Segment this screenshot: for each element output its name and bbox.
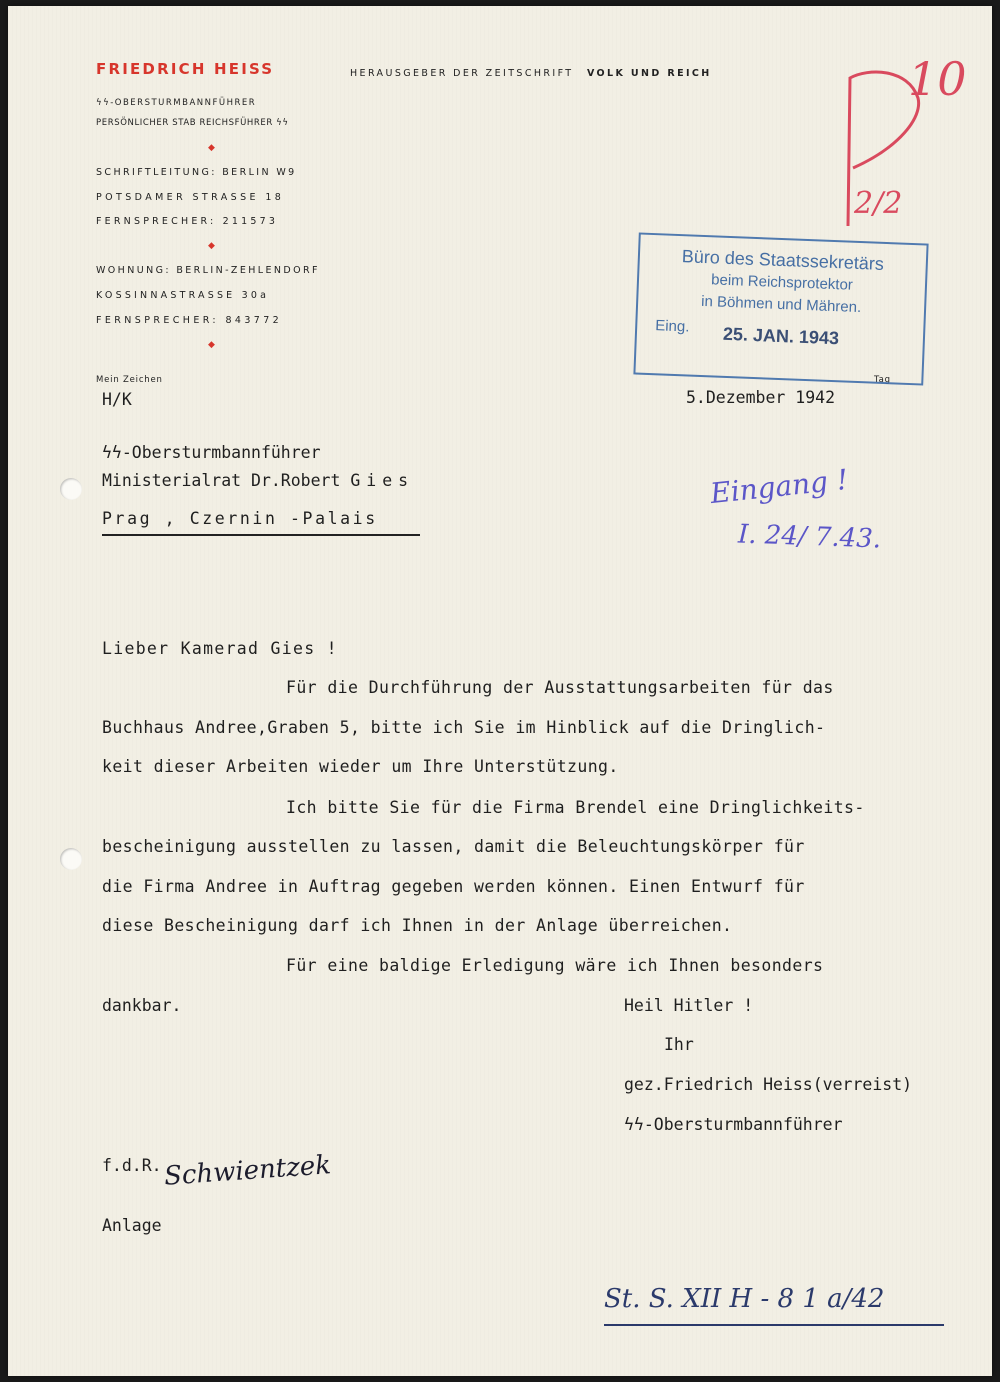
reference-label: Mein Zeichen (96, 375, 163, 385)
stamp-line-2: beim Reichsprotektor (710, 271, 854, 294)
file-reference-underline (604, 1324, 944, 1326)
closing-greeting: Heil Hitler ! (624, 996, 754, 1015)
stamp-date: 25. JAN. 1943 (722, 323, 840, 349)
paragraph-2-line-4: diese Bescheinigung darf ich Ihnen in der Anlage überreichen. (102, 916, 733, 935)
home-phone: FERNSPRECHER: 843772 (96, 315, 283, 326)
letterhead-publisher (350, 68, 712, 79)
publisher-prefix: HERAUSGEBER DER ZEITSCHRIFT (350, 68, 574, 79)
blue-entry-number: I. 24/ 7.43. (737, 519, 882, 555)
separator-dot-2: ◆ (208, 240, 215, 250)
recipient-city: Prag , Czernin -Palais (102, 509, 378, 528)
home-address-2: KOSSINNASTRASSE 30a (96, 290, 270, 301)
red-page-number: 10 (908, 52, 967, 106)
recipient-name (102, 471, 414, 490)
office-phone: FERNSPRECHER: 211573 (96, 216, 279, 227)
red-fraction: 2/2 (854, 186, 903, 221)
reference-value: H/K (102, 390, 132, 409)
closing-yours: Ihr (664, 1035, 694, 1054)
fdr-note: f.d.R. (102, 1156, 162, 1175)
paragraph-1-line-1: Für die Durchführung der Ausstattungsarbeiten für das (286, 678, 834, 697)
file-reference: St. S. XII H - 8 1 a/42 (604, 1284, 885, 1314)
letter-sheet (8, 6, 992, 1376)
paragraph-2-line-2: bescheinigung ausstellen zu lassen, damit die Beleuchtungskörper für (102, 837, 805, 856)
closing-signed: gez.Friedrich Heiss(verreist) (624, 1075, 913, 1094)
stamp-line-3: in Böhmen und Mähren. (700, 292, 862, 317)
received-stamp (633, 232, 928, 385)
punch-hole-top (60, 478, 82, 500)
handwritten-signature: Schwientzek (163, 1150, 332, 1192)
recipient-address (102, 509, 420, 536)
office-address-1: SCHRIFTLEITUNG: BERLIN W9 (96, 167, 297, 178)
closing-rank: ϟϟ-Obersturmbannführer (624, 1115, 843, 1134)
punch-hole-bottom (60, 848, 82, 870)
salutation-text: Lieber Kamerad Gies ! (102, 639, 338, 658)
date-label: Tag (874, 375, 891, 385)
recipient-surname: Gies (350, 471, 415, 490)
paragraph-1-line-3: keit dieser Arbeiten wieder um Ihre Unterstützung. (102, 757, 619, 776)
separator-dot-1: ◆ (208, 142, 215, 152)
salutation (102, 639, 338, 658)
paragraph-2-line-3: die Firma Andree in Auftrag gegeben werden können. Einen Entwurf für (102, 877, 805, 896)
letter-date: 5.Dezember 1942 (686, 388, 836, 407)
separator-dot-3: ◆ (208, 339, 215, 349)
home-address-1: WOHNUNG: BERLIN-ZEHLENDORF (96, 265, 320, 276)
recipient-title: Ministerialrat Dr.Robert (102, 471, 341, 490)
paragraph-2-line-1: Ich bitte Sie für die Firma Brendel eine Dringlichkeits- (286, 798, 865, 817)
journal-name: VOLK UND REICH (586, 68, 712, 79)
letterhead-rank: ϟϟ-OBERSTURMBANNFÜHRER (96, 98, 257, 108)
recipient-rank: ϟϟ-Obersturmbannführer (102, 443, 321, 462)
blue-entry-note: Eingang ! (708, 462, 850, 511)
stamp-prefix: Eing. (654, 317, 690, 336)
enclosure-label: Anlage (102, 1216, 162, 1235)
paragraph-3-line-2: dankbar. (102, 996, 182, 1015)
letterhead-staff: PERSÖNLICHER STAB REICHSFÜHRER ϟϟ (96, 118, 289, 128)
paragraph-3-line-1: Für eine baldige Erledigung wäre ich Ihnen besonders (286, 956, 824, 975)
letterhead-name: FRIEDRICH HEISS (96, 60, 275, 78)
paragraph-1-line-2: Buchhaus Andree,Graben 5, bitte ich Sie im Hinblick auf die Dringlich- (102, 718, 826, 737)
office-address-2: POTSDAMER STRASSE 18 (96, 192, 285, 203)
stamp-line-1: Büro des Staatssekretärs (681, 246, 885, 274)
